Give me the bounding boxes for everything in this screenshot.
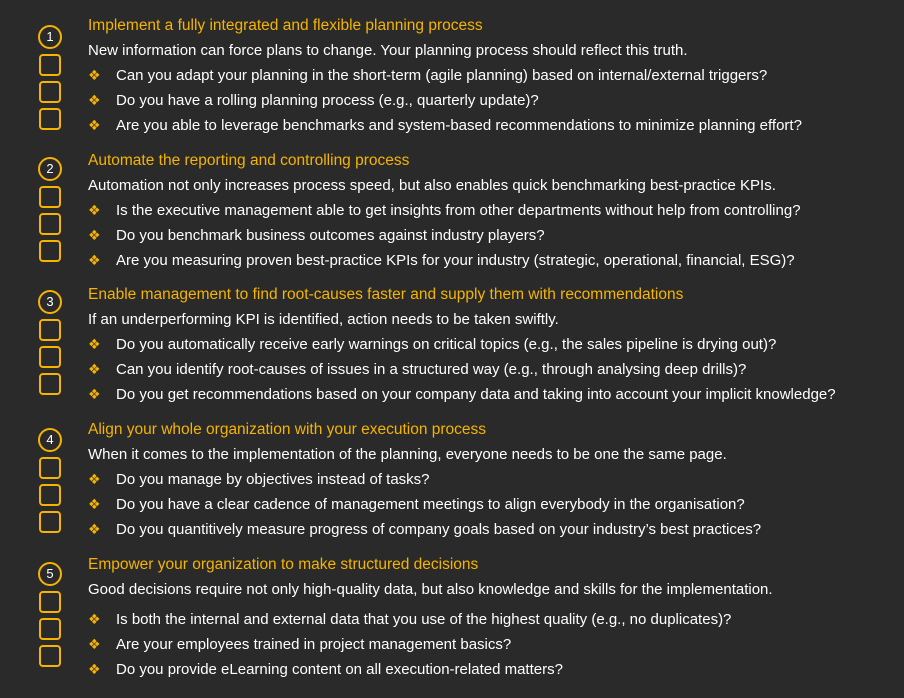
question-item xyxy=(88,227,545,244)
diamond-bullet-icon: ❖ xyxy=(88,496,101,512)
section-4-marker xyxy=(37,428,63,533)
question-text: Do you automatically receive early warnings on critical topics (e.g., the sales pipeline is drying out)? xyxy=(116,336,777,353)
checkbox[interactable] xyxy=(39,108,61,130)
diamond-bullet-icon: ❖ xyxy=(88,386,101,402)
question-text: Do you get recommendations based on your company data and taking into account your implicit knowledge? xyxy=(116,386,836,403)
checkbox[interactable] xyxy=(39,54,61,76)
section-lead: When it comes to the implementation of the planning, everyone needs to be one the same page. xyxy=(88,446,727,463)
section-title: Automate the reporting and controlling process xyxy=(88,152,410,169)
question-item xyxy=(88,67,767,84)
section-title: Empower your organization to make structured decisions xyxy=(88,556,479,573)
section-lead: Automation not only increases process speed, but also enables quick benchmarking best-practice KPIs. xyxy=(88,177,776,194)
checkbox[interactable] xyxy=(39,457,61,479)
section-lead: Good decisions require not only high-quality data, but also knowledge and skills for the implementation. xyxy=(88,581,773,598)
section-5-marker xyxy=(37,562,63,667)
section-number-badge: 3 xyxy=(38,290,62,314)
diamond-bullet-icon: ❖ xyxy=(88,92,101,108)
question-text: Can you adapt your planning in the short-term (agile planning) based on internal/external triggers? xyxy=(116,67,768,84)
question-item xyxy=(88,92,539,109)
question-item xyxy=(88,117,802,134)
question-text: Are you measuring proven best-practice KPIs for your industry (strategic, operational, financial, ESG)? xyxy=(116,252,795,269)
question-item xyxy=(88,496,745,513)
section-number-badge: 2 xyxy=(38,157,62,181)
checkbox[interactable] xyxy=(39,618,61,640)
checkbox[interactable] xyxy=(39,213,61,235)
question-item xyxy=(88,521,761,538)
diamond-bullet-icon: ❖ xyxy=(88,202,101,218)
diamond-bullet-icon: ❖ xyxy=(88,471,101,487)
question-item xyxy=(88,661,563,678)
question-text: Can you identify root-causes of issues in a structured way (e.g., through analysing deep drills)? xyxy=(116,361,747,378)
question-text: Do you provide eLearning content on all execution-related matters? xyxy=(116,661,563,678)
checkbox[interactable] xyxy=(39,346,61,368)
question-item xyxy=(88,636,511,653)
question-text: Are you able to leverage benchmarks and system-based recommendations to minimize planning effort? xyxy=(116,117,802,134)
diamond-bullet-icon: ❖ xyxy=(88,252,101,268)
question-text: Do you quantitively measure progress of company goals based on your industry’s best practices? xyxy=(116,521,762,538)
question-item xyxy=(88,252,795,269)
question-text: Is both the internal and external data that you use of the highest quality (e.g., no duplicates)? xyxy=(116,611,732,628)
question-text: Do you have a clear cadence of management meetings to align everybody in the organisation? xyxy=(116,496,745,513)
question-text: Do you benchmark business outcomes against industry players? xyxy=(116,227,545,244)
section-number-badge: 5 xyxy=(38,562,62,586)
question-text: Is the executive management able to get insights from other departments without help from controlling? xyxy=(116,202,801,219)
section-number-badge: 4 xyxy=(38,428,62,452)
diamond-bullet-icon: ❖ xyxy=(88,636,101,652)
question-text: Do you manage by objectives instead of tasks? xyxy=(116,471,430,488)
section-number-badge: 1 xyxy=(38,25,62,49)
question-item xyxy=(88,611,731,628)
diamond-bullet-icon: ❖ xyxy=(88,611,101,627)
question-item xyxy=(88,202,801,219)
section-title: Align your whole organization with your execution process xyxy=(88,421,487,438)
diamond-bullet-icon: ❖ xyxy=(88,361,101,377)
question-item xyxy=(88,336,776,353)
checkbox[interactable] xyxy=(39,240,61,262)
checkbox[interactable] xyxy=(39,186,61,208)
section-lead: If an underperforming KPI is identified, action needs to be taken swiftly. xyxy=(88,311,559,328)
checkbox[interactable] xyxy=(39,81,61,103)
section-title: Implement a fully integrated and flexible planning process xyxy=(88,17,483,34)
checkbox[interactable] xyxy=(39,319,61,341)
question-item xyxy=(88,471,430,488)
section-2-marker xyxy=(37,157,63,262)
question-item xyxy=(88,386,836,403)
question-text: Do you have a rolling planning process (e.g., quarterly update)? xyxy=(116,92,539,109)
section-3-marker xyxy=(37,290,63,395)
diamond-bullet-icon: ❖ xyxy=(88,117,101,133)
checkbox[interactable] xyxy=(39,373,61,395)
section-lead: New information can force plans to change. Your planning process should reflect this truth. xyxy=(88,42,688,59)
question-text: Are your employees trained in project management basics? xyxy=(116,636,512,653)
checkbox[interactable] xyxy=(39,591,61,613)
section-title: Enable management to find root-causes faster and supply them with recommendations xyxy=(88,286,684,303)
checkbox[interactable] xyxy=(39,511,61,533)
question-item xyxy=(88,361,746,378)
section-1-marker xyxy=(37,25,63,130)
diamond-bullet-icon: ❖ xyxy=(88,227,101,243)
diamond-bullet-icon: ❖ xyxy=(88,521,101,537)
diamond-bullet-icon: ❖ xyxy=(88,67,101,83)
diamond-bullet-icon: ❖ xyxy=(88,661,101,677)
checkbox[interactable] xyxy=(39,484,61,506)
checkbox[interactable] xyxy=(39,645,61,667)
diamond-bullet-icon: ❖ xyxy=(88,336,101,352)
